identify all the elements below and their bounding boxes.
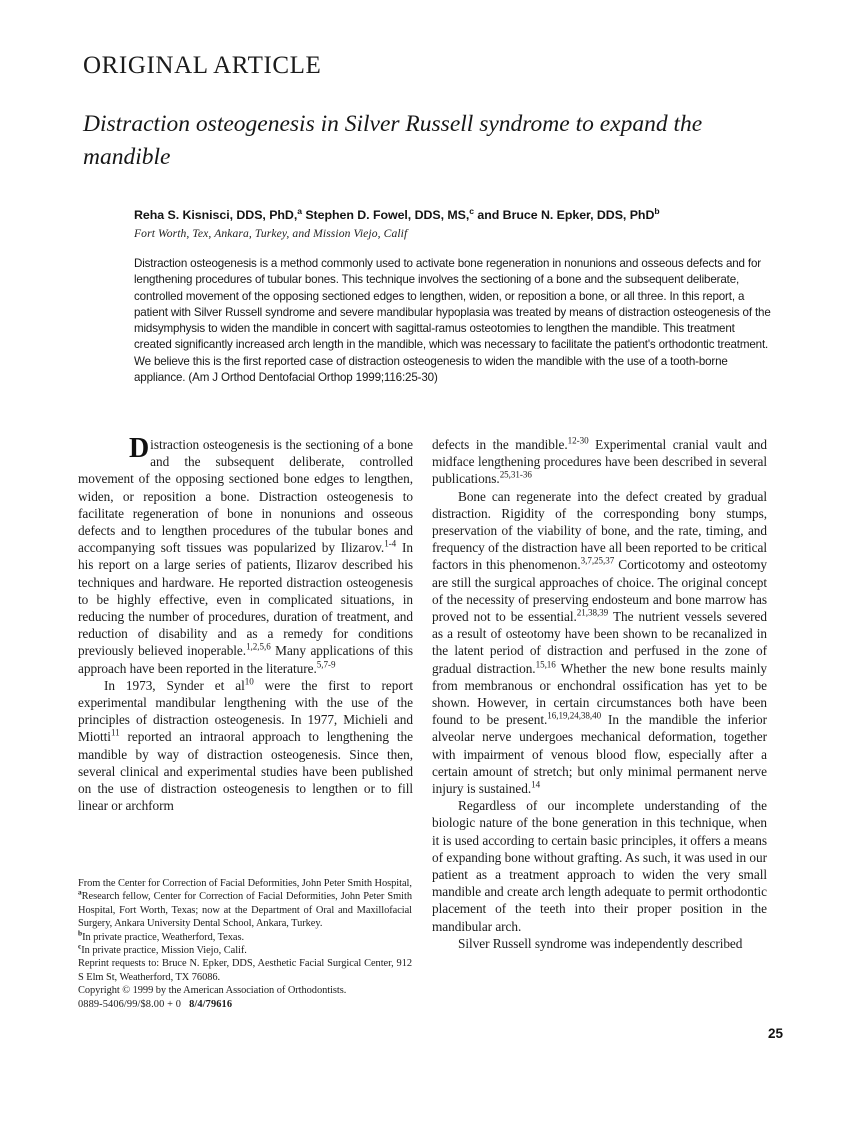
paragraph-text: Regardless of our incomplete understanding of the biologic nature of the bone generation in this technique, when it is used according to certain basic principles, it offers a means of expanding bone without grafting. As such, it was used in our patient as a treatment approach to widen the very small mandible and create arch length adequate to permit orthodontic placement of the teeth into their proper position in the mandibular arch. — [432, 798, 767, 934]
drop-cap: D — [129, 433, 150, 464]
author-byline: Reha S. Kisnisci, DDS, PhD,$^a$ Stephen D. Fowel, DDS, MS,$^c$ and Bruce N. Epker, DDS, PhD$^b$ — [134, 205, 660, 222]
body-paragraph — [432, 436, 767, 488]
footnote-line: 0889-5406/99/$8.00 + 0 8/4/79616 — [78, 998, 233, 1010]
footnote-line: Copyright © 1999 by the American Association of Orthodontists. — [78, 985, 347, 997]
paragraph-text: Silver Russell syndrome was independently described — [458, 935, 743, 951]
body-column-left — [78, 433, 414, 814]
footnote-line: Reprint requests to: Bruce N. Epker, DDS, Aesthetic Facial Surgical Center, 912 S Elm St, Weatherford, TX 76086. — [78, 958, 412, 983]
article-kicker: ORIGINAL ARTICLE — [83, 52, 322, 79]
body-paragraph — [78, 677, 413, 815]
footnote-line: $^c$In private practice, Mission Viejo, Calif. — [78, 941, 247, 957]
abstract-text: Distraction osteogenesis is a method commonly used to activate bone regeneration in nonunions and osseous defects and for lengthening procedures of tubular bones. This technique involves the sectioning of a bone and the subsequent deliberate, controlled movement of the opposing sectioned edges to lengthen, widen, or reposition a bone, or all three. In this report, a patient with Silver Russell syndrome and severe mandibular hypoplasia was treated by means of distraction osteogenesis of the midsymphysis to widen the mandible in concert with sagittal-ramus osteotomies to lengthen the mandible. This treatment created significantly increased arch length in the mandible, which was necessary to facilitate the patient's orthodontic treatment. We believe this is the first reported case of distraction osteogenesis to widen the mandible with the use of a tooth-borne appliance. (Am J Orthod Dentofacial Orthop 1999;116:25-30) — [134, 257, 771, 385]
page-title: Distraction osteogenesis in Silver Russell syndrome to expand the mandible — [83, 111, 703, 170]
paragraph-text: Bone can regenerate into the defect created by gradual distraction. Rigidity of the corresponding bony stumps, preservation of the viability of bone, and the rate, timing, and frequency of the distraction have all been reported to be critical factors in this phenomenon.$^{3,7,25,37}$ Corticotomy and osteotomy are still the surgical approaches of choice. The original concept of the necessity of preserving endosteum and bone marrow has proved not to be essential.$^{21,38,39}$ The nutrient vessels severed as a result of osteotomy have been shown to be recanalized in the latent period of distraction and perfused in the zone of gradual distraction.$^{15,16}$ Whether the new bone results mainly from membranous or enchondral ossification has yet to be shown. However, in certain circumstances both have been found to be present.$^{16,19,24,38,40}$ In the mandible the inferior alveolar nerve undergoes mechanical deformation, together with impairment of venous blood flow, especially after a certain amount of stretch; but only minimal permanent nerve injury is sustained.$^{14}$ — [432, 488, 768, 797]
body-paragraph — [432, 488, 767, 798]
footnote-line: $^a$Research fellow, Center for Correction of Facial Deformities, John Peter Smith Hospital, Fort Worth, Texas; now at the Department of Oral and Maxillofacial Surgery, Ankara University Dental School, Ankara, Turkey. — [78, 887, 412, 930]
body-paragraph — [78, 433, 413, 677]
paragraph-text: In 1973, Synder et $al^{10}$ were the first to report experimental mandibular lengthening with the use of the principles of distraction osteogenesis. In 1977, Michieli and Miotti$^{11}$ reported an intraoral approach to lengthening the mandible by way of distraction osteogenesis. Since then, several clinical and experimental studies have been published on the use of distraction osteogenesis to lengthen or to fill linear or archform — [78, 676, 414, 814]
page-number: 25 — [767, 1026, 783, 1041]
footnote-line: $^b$In private practice, Weatherford, Texas. — [78, 928, 244, 943]
body-paragraph — [432, 935, 767, 952]
paragraph-text: defects in the mandible.$^{12-30}$ Experimental cranial vault and midface lengthening procedures have been described in several publications.$^{25,31-36}$ — [432, 435, 767, 487]
footnote-block — [78, 877, 412, 1011]
body-paragraph — [432, 797, 767, 935]
author-affiliation-cities: Fort Worth, Tex, Ankara, Turkey, and Mission Viejo, Calif — [134, 227, 408, 240]
body-column-right — [432, 436, 767, 952]
paragraph-text: istraction osteogenesis is the sectioning of a bone and the subsequent deliberate, controlled movement of the opposing sectioned bone edges to lengthen, widen, or reposition a bone. Distraction osteogenesis to facilitate regeneration of bone in nonunions and osseous defects and to lengthen procedures of the tubular bones and accompanying soft tissues was popularized by Ilizarov.$^{1-4}$ In his report on a large series of patients, Ilizarov described his techniques and hardware. He reported distraction osteogenesis to be highly effective, even in complicated situations, in reducing the number of procedures, duration of treatment, and reduction of disability and as a remedy for conditions previously believed inoperable.$^{1,2,5,6}$ Many applications of this approach have been reported in the literature.$^{5,7-9}$ — [78, 437, 413, 676]
footnote-line: From the Center for Correction of Facial Deformities, John Peter Smith Hospital, — [78, 878, 412, 889]
